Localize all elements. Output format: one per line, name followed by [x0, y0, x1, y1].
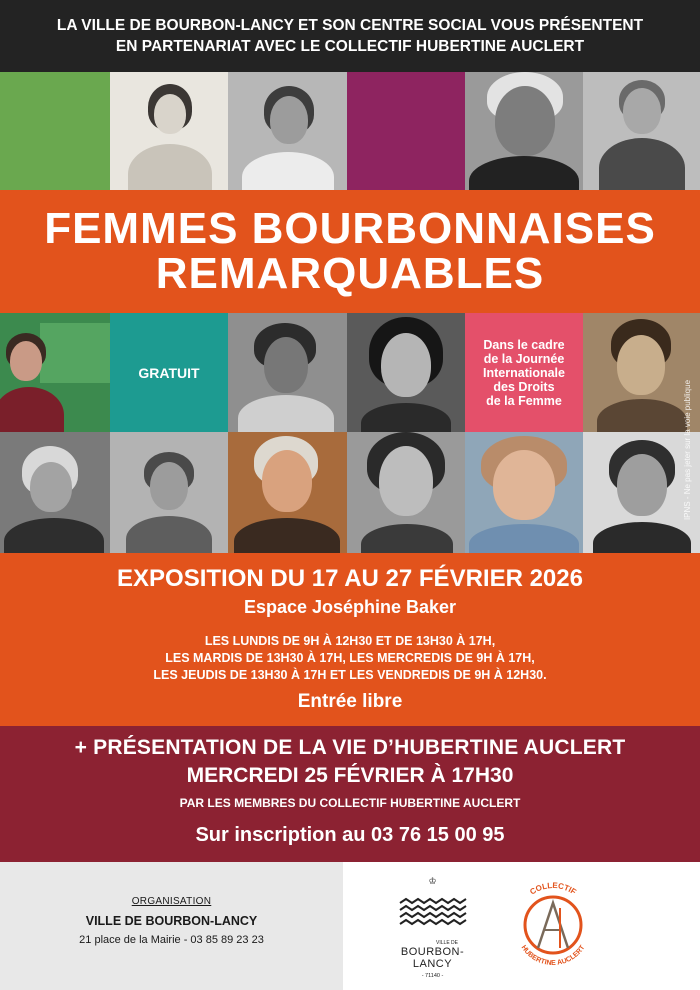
- exhibition-title: EXPOSITION DU 17 AU 27 FÉVRIER 2026: [117, 565, 583, 592]
- organisation-label: ORGANISATION: [131, 896, 212, 907]
- portrait-elderly-woman: [465, 72, 583, 190]
- exhibition-band: [0, 553, 700, 726]
- exhibition-hours: LES LUNDIS DE 9H À 12H30 ET DE 13H30 À 17H, LES MARDIS DE 13H30 À 17H, LES MERCREDIS DE 9H À 17H, LES JEUDIS DE 13H30 À 17H ET LES VENDREDIS DE 9H À 12H30.: [153, 634, 547, 682]
- collectif-hubertine-auclert-logo: [508, 868, 598, 978]
- presentation-title: + PRÉSENTATION DE LA VIE D’HUBERTINE AUCLERT: [74, 736, 626, 759]
- portrait-row-2: [0, 313, 700, 432]
- bourbon-lancy-logo: [385, 870, 480, 985]
- logo-town-name: BOURBON-LANCY: [400, 946, 465, 970]
- presentation-band: [0, 726, 700, 862]
- womens-day-tile: [465, 313, 583, 432]
- portrait-woman-bw: [347, 432, 465, 553]
- portrait-woman-gymnasium: [0, 313, 110, 432]
- entry-free: Entrée libre: [297, 691, 403, 712]
- presentation-date: MERCREDI 25 FÉVRIER À 17H30: [186, 764, 514, 787]
- header-line-2: EN PARTENARIAT AVEC LE COLLECTIF HUBERTINE AUCLERT: [115, 38, 585, 55]
- logo-ville-label: VILLE DE: [436, 940, 458, 946]
- header-banner: [0, 0, 700, 72]
- portrait-woman-glasses: [583, 72, 700, 190]
- collectif-arc-text: COLLECTIF: [528, 880, 578, 897]
- green-color-tile: [0, 72, 110, 190]
- portrait-engraving: [110, 72, 228, 190]
- crown-icon: ♔: [428, 876, 437, 886]
- presentation-by: PAR LES MEMBRES DU COLLECTIF HUBERTINE AUCLERT: [179, 796, 521, 810]
- exhibition-venue: Espace Joséphine Baker: [243, 597, 457, 617]
- logo-postcode: - 71140 -: [421, 973, 444, 979]
- organisation-name: VILLE DE BOURBON-LANCY: [85, 914, 258, 928]
- portrait-woman-headscarf: [0, 432, 110, 553]
- portrait-row-1: [0, 72, 700, 190]
- organisation-address: 21 place de la Mairie - 03 85 89 23 23: [79, 934, 264, 946]
- free-label: GRATUIT: [138, 364, 200, 381]
- portrait-woman-bob-hair: [347, 313, 465, 432]
- header-line-1: LA VILLE DE BOURBON-LANCY ET SON CENTRE SOCIAL VOUS PRÉSENTENT: [56, 17, 644, 34]
- title-line-1: FEMMES BOURBONNAISES: [44, 203, 656, 253]
- hubertine-arc-text: HUBERTINE AUCLERT: [519, 944, 587, 968]
- side-legal-note: IPNS - Ne pas jeter sur la voie publique: [683, 379, 692, 521]
- purple-color-tile: [347, 72, 465, 190]
- portrait-woman-turtleneck: [228, 72, 347, 190]
- portrait-woman-vintage: [110, 432, 228, 553]
- womens-day-text: Dans le cadre de la Journée Internationale des Droits de la Femme: [483, 337, 565, 408]
- portrait-woman-colour: [228, 432, 347, 553]
- portrait-woman-profile: [228, 313, 347, 432]
- title-line-2: REMARQUABLES: [155, 248, 545, 298]
- portrait-woman-smiling: [465, 432, 583, 553]
- organisation-block: [0, 862, 343, 990]
- title-band: [0, 190, 700, 313]
- free-tile: [110, 313, 228, 432]
- portrait-row-3: [0, 432, 700, 553]
- registration-phone: Sur inscription au 03 76 15 00 95: [195, 824, 505, 846]
- wave-pattern-icon: [398, 897, 468, 931]
